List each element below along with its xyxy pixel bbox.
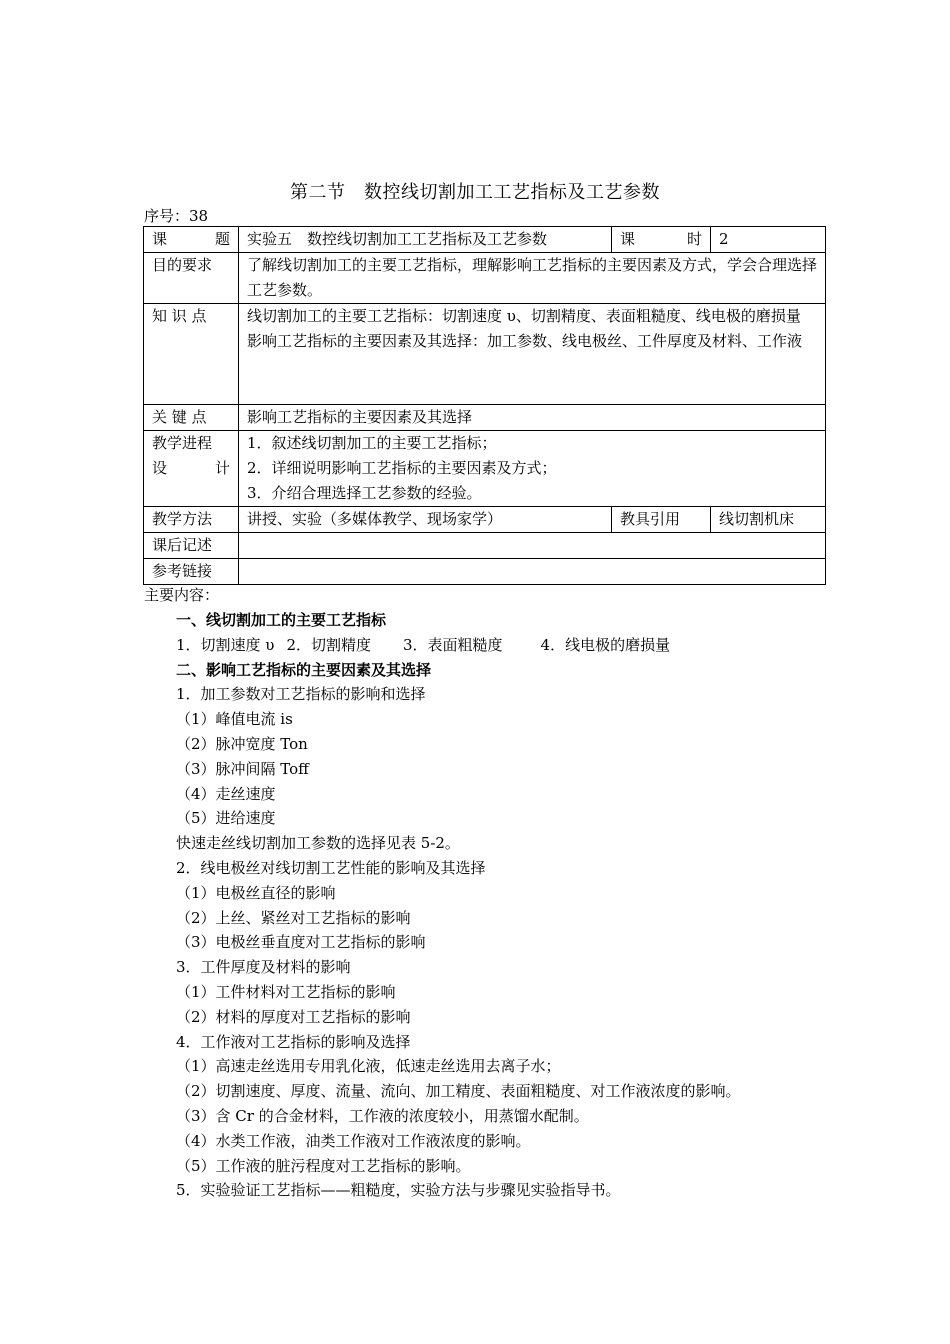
knowledge-line-1: 线切割加工的主要工艺指标：切割速度 υ、切割精度、表面粗糙度、线电极的磨损量: [247, 307, 801, 325]
indicator-item: 4．线电极的磨损量: [540, 635, 671, 654]
table-row-links: [144, 559, 826, 585]
main-content: [176, 608, 836, 1203]
content-line: 3．工件厚度及材料的影响: [176, 958, 351, 977]
table-row-notes: [144, 533, 826, 559]
table-row-topic: [144, 227, 826, 253]
hours-label: 课 时: [612, 227, 711, 253]
key-label: 关 键 点: [144, 405, 239, 431]
content-line: （2）切割速度、厚度、流量、流向、加工精度、表面粗糙度、对工作液浓度的影响。: [176, 1082, 741, 1101]
hours-value: 2: [711, 227, 826, 253]
knowledge-line-2: 影响工艺指标的主要因素及其选择：加工参数、线电极丝、工件厚度及材料、工作液: [247, 332, 803, 350]
table-row-objective: [144, 253, 826, 304]
content-line: （3）脉冲间隔 Toff: [176, 759, 309, 778]
indicator-item: 1．切割速度 υ: [176, 635, 275, 654]
topic-value: 实验五 数控线切割加工工艺指标及工艺参数: [239, 227, 612, 253]
content-line: （1）工件材料对工艺指标的影响: [176, 982, 396, 1001]
links-value: [239, 559, 826, 585]
links-label: 参考链接: [144, 559, 239, 585]
content-line: （4）水类工作液，油类工作液对工作液浓度的影响。: [176, 1131, 531, 1150]
content-line: 快速走丝线切割加工参数的选择见表 5-2。: [176, 834, 460, 853]
topic-label: 课 题: [144, 227, 239, 253]
key-value: 影响工艺指标的主要因素及其选择: [239, 405, 826, 431]
list-item: 3．介绍合理选择工艺参数的经验。: [247, 484, 482, 502]
table-row-key: [144, 405, 826, 431]
content-line: 2．线电极丝对线切割工艺性能的影响及其选择: [176, 858, 486, 877]
content-line: （4）走丝速度: [176, 784, 276, 803]
process-value: [239, 431, 826, 507]
serial-number: 序号：38: [144, 207, 209, 225]
objective-value: 了解线切割加工的主要工艺指标，理解影响工艺指标的主要因素及方式，学会合理选择工艺参数。: [239, 253, 826, 304]
list-item: 2．详细说明影响工艺指标的主要因素及方式；: [247, 459, 557, 477]
process-label: 教学进程 设 计: [144, 431, 239, 507]
table-row-method: [144, 507, 826, 533]
lesson-info-table: [143, 226, 826, 585]
tools-value: 线切割机床: [711, 507, 826, 533]
content-line: （1）电极丝直径的影响: [176, 883, 336, 902]
heading-1: 一、线切割加工的主要工艺指标: [176, 611, 387, 629]
table-row-knowledge: [144, 304, 826, 405]
content-line: （2）脉冲宽度 Ton: [176, 734, 308, 753]
notes-value: [239, 533, 826, 559]
content-line: （1）峰值电流 is: [176, 710, 293, 729]
content-line: 1．加工参数对工艺指标的影响和选择: [176, 685, 426, 704]
content-line: 4．工作液对工艺指标的影响及选择: [176, 1032, 411, 1051]
method-label: 教学方法: [144, 507, 239, 533]
heading-2: 二、影响工艺指标的主要因素及其选择: [176, 660, 432, 679]
notes-label: 课后记述: [144, 533, 239, 559]
indicator-item: 3．表面粗糙度: [402, 635, 503, 654]
content-line: （1）高速走丝选用专用乳化液，低速走丝选用去离子水；: [176, 1057, 561, 1076]
content-line: （5）进给速度: [176, 809, 276, 828]
indicator-list: [176, 633, 836, 658]
objective-label: 目的要求: [144, 253, 239, 304]
main-content-label: 主要内容：: [144, 586, 220, 604]
content-line: 5．实验验证工艺指标——粗糙度，实验方法与步骤见实验指导书。: [176, 1181, 621, 1200]
knowledge-label: 知 识 点: [144, 304, 239, 405]
content-line: （2）材料的厚度对工艺指标的影响: [176, 1007, 411, 1026]
content-line: （3）电极丝垂直度对工艺指标的影响: [176, 933, 426, 952]
content-line: （3）含 Cr 的合金材料，工作液的浓度较小，用蒸馏水配制。: [176, 1106, 589, 1125]
content-line: （5）工作液的脏污程度对工艺指标的影响。: [176, 1156, 471, 1175]
tools-label: 教具引用: [612, 507, 711, 533]
knowledge-value: [239, 304, 826, 405]
content-line: （2）上丝、紧丝对工艺指标的影响: [176, 908, 411, 927]
method-value: 讲授、实验（多媒体教学、现场家学）: [239, 507, 612, 533]
list-item: 1．叙述线切割加工的主要工艺指标；: [247, 434, 497, 452]
table-row-process: [144, 431, 826, 507]
indicator-item: 2．切割精度: [286, 635, 371, 654]
section-title: 第二节 数控线切割加工工艺指标及工艺参数: [290, 182, 660, 203]
